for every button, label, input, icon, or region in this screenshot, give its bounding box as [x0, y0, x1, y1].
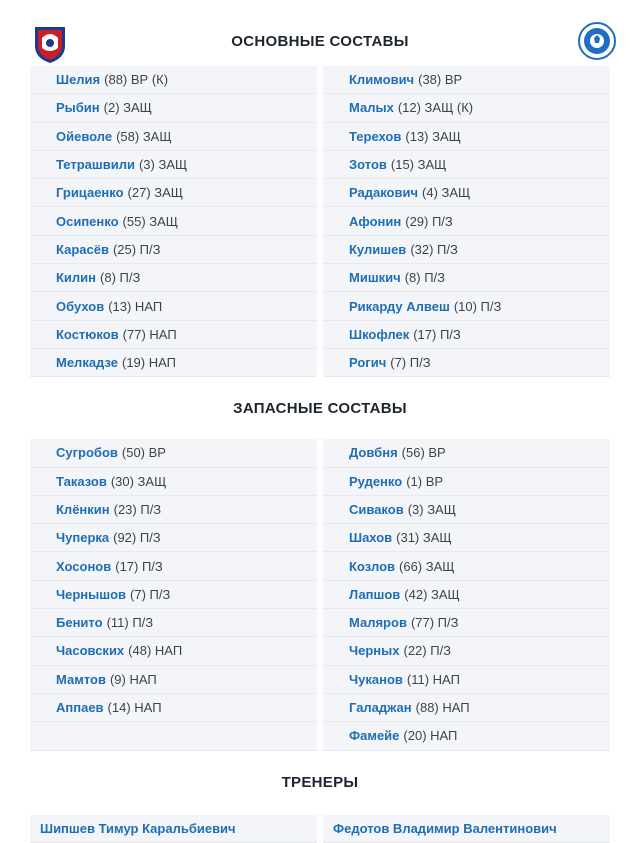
player-number-position: (4) ЗАЩ [422, 185, 471, 201]
player-row [323, 524, 610, 552]
player-row [30, 236, 317, 264]
player-name-link[interactable]: Черных [349, 643, 400, 659]
home-team-logo-icon [32, 24, 68, 64]
away-coach-name[interactable]: Федотов Владимир Валентинович [323, 815, 610, 843]
player-row [323, 666, 610, 694]
player-name-link[interactable]: Афонин [349, 213, 402, 229]
player-number-position: (38) ВР [418, 72, 463, 88]
player-row [323, 236, 610, 264]
player-name-link[interactable]: Чуканов [349, 671, 403, 687]
player-number-position: (23) П/З [113, 502, 162, 517]
coaches-header [0, 751, 640, 815]
player-row [323, 207, 610, 235]
player-name-link[interactable]: Тетрашвили [56, 157, 135, 173]
player-name-link[interactable]: Рыбин [56, 100, 100, 116]
player-row [30, 609, 317, 637]
player-number-position: (27) ЗАЩ [127, 185, 183, 201]
player-name-link[interactable]: Грицаенко [56, 185, 124, 201]
player-name-link[interactable]: Шкофлек [349, 326, 410, 342]
player-name-link[interactable]: Рикарду Алвеш [349, 298, 450, 314]
player-row [323, 151, 610, 179]
player-name-link[interactable]: Сугробов [56, 445, 118, 461]
player-name-link[interactable]: Килин [56, 270, 97, 286]
player-name-link[interactable]: Чуперка [56, 530, 110, 546]
player-name-link[interactable]: Хосонов [56, 558, 112, 574]
player-name-link[interactable]: Осипенко [56, 213, 119, 229]
player-number-position: (3) ЗАЩ [407, 502, 456, 517]
home-substitutes-list [30, 439, 317, 750]
player-row [30, 666, 317, 694]
player-name-link[interactable]: Маляров [349, 615, 407, 631]
player-number-position: (22) П/З [403, 643, 452, 659]
player-row [30, 321, 317, 349]
player-row [323, 321, 610, 349]
player-name-link[interactable]: Костюков [56, 326, 119, 342]
player-name-link[interactable]: Ойеволе [56, 128, 113, 144]
player-number-position: (56) ВР [401, 445, 446, 461]
player-row [323, 637, 610, 665]
lineups-page [0, 16, 640, 836]
player-row [30, 349, 317, 377]
player-row [30, 207, 317, 235]
player-number-position: (66) ЗАЩ [399, 558, 455, 574]
player-number-position: (7) П/З [130, 586, 171, 602]
player-number-position: (10) П/З [453, 298, 502, 314]
player-row [30, 496, 317, 524]
player-row [323, 349, 610, 377]
player-number-position: (19) НАП [122, 355, 176, 371]
player-name-link[interactable]: Козлов [349, 558, 396, 574]
starting-lineups-header [0, 16, 640, 66]
player-name-link[interactable]: Мамтов [56, 671, 106, 687]
player-name-link[interactable]: Клёнкин [56, 502, 110, 517]
player-number-position: (48) НАП [128, 643, 183, 659]
player-number-position: (13) НАП [108, 298, 163, 314]
player-number-position: (3) ЗАЩ [138, 157, 188, 173]
player-number-position: (2) ЗАЩ [103, 100, 152, 116]
player-number-position: (12) ЗАЩ (К) [397, 100, 474, 116]
player-row [30, 468, 317, 496]
player-name-link[interactable]: Радакович [349, 185, 419, 201]
player-name-link[interactable]: Шахов [349, 530, 393, 546]
player-number-position: (15) ЗАЩ [390, 157, 447, 173]
player-row [30, 694, 317, 722]
player-row [30, 66, 317, 94]
player-number-position: (11) НАП [406, 671, 460, 687]
player-row [30, 179, 317, 207]
player-row [30, 552, 317, 580]
player-number-position: (8) П/З [100, 270, 141, 286]
player-number-position: (17) П/З [413, 326, 461, 342]
player-row [323, 179, 610, 207]
home-starting-list [30, 66, 317, 377]
player-name-link[interactable]: Шелия [56, 72, 101, 88]
player-row [323, 581, 610, 609]
player-row [30, 123, 317, 151]
player-name-link[interactable]: Фамейе [349, 728, 400, 744]
player-number-position: (8) П/З [404, 270, 446, 286]
player-name-link[interactable]: Карасёв [56, 241, 109, 257]
starting-lineups-table [0, 66, 640, 377]
player-name-link[interactable]: Мелкадзе [56, 355, 118, 371]
player-name-link[interactable]: Аппаев [56, 700, 104, 716]
substitutes-table [0, 439, 640, 750]
player-row [30, 151, 317, 179]
player-number-position: (30) ЗАЩ [110, 473, 167, 489]
player-row [323, 94, 610, 122]
player-row [30, 439, 317, 467]
away-substitutes-list [323, 439, 610, 750]
player-number-position: (88) ВР (К) [104, 72, 169, 88]
player-name-link[interactable]: Терехов [349, 128, 402, 144]
player-row [30, 637, 317, 665]
player-number-position: (88) НАП [415, 700, 470, 716]
player-row [30, 292, 317, 320]
player-number-position: (32) П/З [410, 241, 458, 257]
player-number-position: (29) П/З [405, 213, 453, 229]
player-row [323, 123, 610, 151]
player-row [323, 722, 610, 750]
empty-row [30, 722, 317, 750]
player-row [323, 439, 610, 467]
player-name-link[interactable]: Климович [349, 72, 415, 88]
player-number-position: (20) НАП [403, 728, 458, 744]
player-row [323, 496, 610, 524]
player-number-position: (92) П/З [113, 530, 161, 546]
player-row [323, 609, 610, 637]
player-row [323, 552, 610, 580]
player-name-link[interactable]: Часовских [56, 643, 125, 659]
player-row [323, 468, 610, 496]
player-number-position: (55) ЗАЩ [122, 213, 178, 229]
player-row [30, 264, 317, 292]
player-name-link[interactable]: Бенито [56, 615, 103, 631]
player-row [30, 581, 317, 609]
player-number-position: (42) ЗАЩ [404, 586, 460, 602]
player-number-position: (14) НАП [107, 700, 162, 716]
player-number-position: (11) П/З [106, 615, 154, 631]
player-name-link[interactable]: Рогич [349, 355, 387, 371]
player-name-link[interactable]: Кулишев [349, 241, 407, 257]
player-name-link[interactable]: Обухов [56, 298, 105, 314]
coaches-title: ТРЕНЕРЫ [281, 774, 359, 792]
player-name-link[interactable]: Чернышов [56, 586, 127, 602]
player-number-position: (77) НАП [122, 326, 177, 342]
player-name-link[interactable]: Лапшов [349, 586, 401, 602]
starting-lineups-title: ОСНОВНЫЕ СОСТАВЫ [231, 32, 409, 50]
player-number-position: (25) П/З [112, 241, 161, 257]
player-number-position: (17) П/З [115, 558, 163, 574]
player-row [30, 94, 317, 122]
player-number-position: (9) НАП [109, 671, 157, 687]
player-row [30, 524, 317, 552]
player-number-position: (1) ВР [406, 473, 444, 489]
player-number-position: (50) ВР [121, 445, 166, 461]
player-number-position: (77) П/З [410, 615, 459, 631]
player-name-link[interactable]: Руденко [349, 473, 403, 489]
player-name-link[interactable]: Довбня [349, 445, 398, 461]
player-name-link[interactable]: Таказов [56, 473, 107, 489]
player-row [323, 264, 610, 292]
player-name-link[interactable]: Малых [349, 100, 394, 116]
home-coach-name[interactable]: Шипшев Тимур Каральбиевич [30, 815, 317, 843]
player-number-position: (7) П/З [390, 355, 431, 371]
coaches-row [0, 815, 640, 843]
substitutes-title: ЗАПАСНЫЕ СОСТАВЫ [233, 399, 407, 417]
player-name-link[interactable]: Сиваков [349, 502, 404, 517]
player-number-position: (58) ЗАЩ [116, 128, 172, 144]
player-name-link[interactable]: Галаджан [349, 700, 412, 716]
away-starting-list [323, 66, 610, 377]
player-name-link[interactable]: Зотов [349, 157, 387, 173]
player-number-position: (13) ЗАЩ [405, 128, 461, 144]
substitutes-header [0, 377, 640, 439]
player-row [323, 66, 610, 94]
player-name-link[interactable]: Мишкич [349, 270, 401, 286]
away-team-logo-icon [578, 22, 616, 60]
player-row [323, 694, 610, 722]
player-number-position: (31) ЗАЩ [396, 530, 452, 546]
player-row [323, 292, 610, 320]
